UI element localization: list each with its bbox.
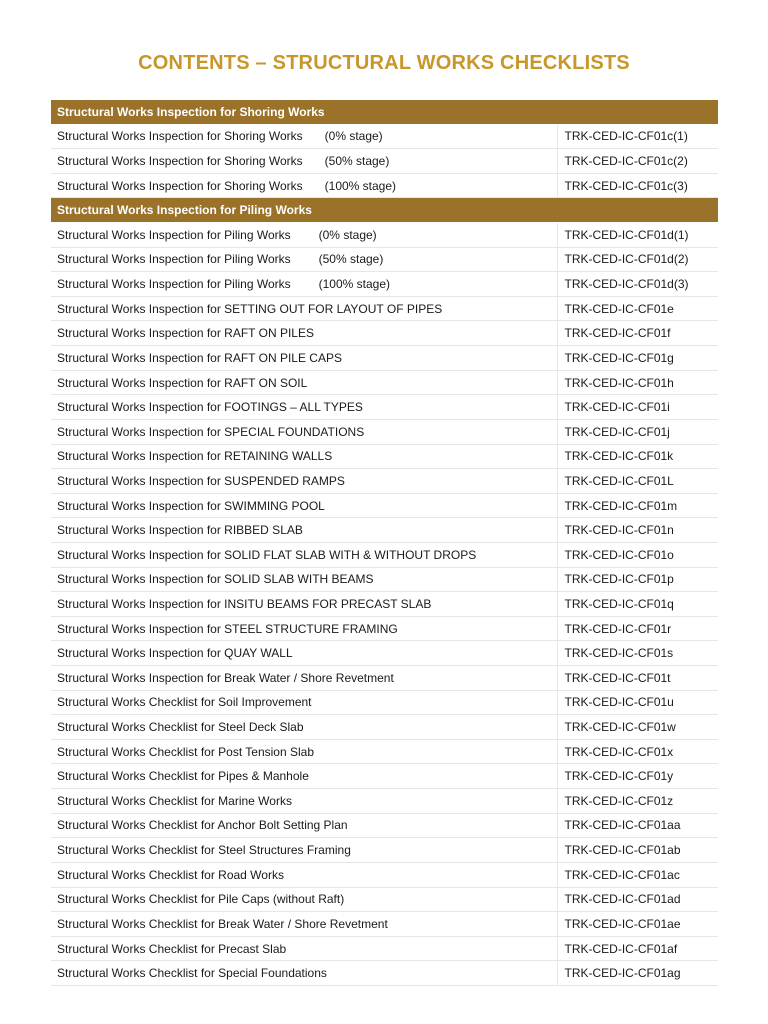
checklist-description: Structural Works Inspection for RIBBED SLAB (57, 523, 303, 538)
checklist-description-cell (51, 296, 557, 321)
checklist-description: Structural Works Inspection for RAFT ON PILES (57, 326, 314, 341)
checklist-description-cell (51, 739, 557, 764)
checklist-description-cell (51, 149, 557, 174)
checklist-description: Structural Works Checklist for Steel Deck Slab (57, 720, 304, 735)
checklist-description: Structural Works Inspection for SETTING OUT FOR LAYOUT OF PIPES (57, 301, 443, 316)
checklist-description: Structural Works Inspection for SOLID SLAB WITH BEAMS (57, 572, 374, 587)
checklist-code: TRK-CED-IC-CF01m (557, 493, 718, 518)
checklist-description: Structural Works Inspection for FOOTINGS – ALL TYPES (57, 400, 363, 415)
checklist-description-cell (51, 715, 557, 740)
section-header-row (51, 198, 718, 223)
checklist-description-cell (51, 666, 557, 691)
checklist-stage: (50% stage) (324, 154, 390, 169)
checklist-code: TRK-CED-IC-CF01f (557, 321, 718, 346)
checklist-description: Structural Works Inspection for Break Water / Shore Revetment (57, 670, 394, 685)
checklist-stage: (0% stage) (324, 129, 383, 144)
contents-table-body (51, 100, 718, 985)
checklist-row (51, 419, 718, 444)
checklist-row (51, 493, 718, 518)
checklist-code: TRK-CED-IC-CF01d(3) (557, 272, 718, 297)
checklist-description-cell (51, 936, 557, 961)
checklist-description: Structural Works Inspection for Shoring Works (57, 154, 303, 169)
checklist-description-cell (51, 862, 557, 887)
checklist-row (51, 813, 718, 838)
checklist-code: TRK-CED-IC-CF01q (557, 592, 718, 617)
checklist-row (51, 469, 718, 494)
checklist-code: TRK-CED-IC-CF01w (557, 715, 718, 740)
checklist-code: TRK-CED-IC-CF01t (557, 666, 718, 691)
checklist-stage: (0% stage) (318, 227, 377, 242)
section-heading: Structural Works Inspection for Piling Works (51, 198, 557, 223)
checklist-description-cell (51, 469, 557, 494)
checklist-row (51, 838, 718, 863)
checklist-code: TRK-CED-IC-CF01c(3) (557, 173, 718, 198)
checklist-row (51, 296, 718, 321)
checklist-description: Structural Works Checklist for Post Tension Slab (57, 744, 314, 759)
checklist-row (51, 592, 718, 617)
checklist-row (51, 370, 718, 395)
checklist-description: Structural Works Inspection for STEEL STRUCTURE FRAMING (57, 621, 398, 636)
checklist-description: Structural Works Inspection for QUAY WALL (57, 646, 293, 661)
checklist-description-cell (51, 592, 557, 617)
checklist-description: Structural Works Inspection for SUSPENDED RAMPS (57, 473, 345, 488)
checklist-code: TRK-CED-IC-CF01ad (557, 887, 718, 912)
checklist-description-cell (51, 321, 557, 346)
section-header-row (51, 100, 718, 124)
checklist-code: TRK-CED-IC-CF01s (557, 641, 718, 666)
checklist-description: Structural Works Checklist for Special Foundations (57, 966, 327, 981)
checklist-description-cell (51, 789, 557, 814)
checklist-description: Structural Works Checklist for Anchor Bolt Setting Plan (57, 818, 348, 833)
checklist-row (51, 789, 718, 814)
checklist-description-cell (51, 542, 557, 567)
checklist-row (51, 764, 718, 789)
checklist-description-cell (51, 419, 557, 444)
checklist-code: TRK-CED-IC-CF01d(1) (557, 223, 718, 248)
checklist-code: TRK-CED-IC-CF01y (557, 764, 718, 789)
checklist-description-cell (51, 764, 557, 789)
checklist-description: Structural Works Inspection for Piling Works (57, 227, 291, 242)
page-title: CONTENTS – STRUCTURAL WORKS CHECKLISTS (138, 52, 630, 74)
checklist-code: TRK-CED-IC-CF01h (557, 370, 718, 395)
checklist-code: TRK-CED-IC-CF01af (557, 936, 718, 961)
checklist-description-cell (51, 518, 557, 543)
checklist-description-cell (51, 641, 557, 666)
checklist-description: Structural Works Inspection for SWIMMING POOL (57, 498, 325, 513)
checklist-row (51, 862, 718, 887)
checklist-description: Structural Works Checklist for Soil Improvement (57, 695, 312, 710)
checklist-row (51, 912, 718, 937)
checklist-description-cell (51, 124, 557, 149)
checklist-description-cell (51, 813, 557, 838)
checklist-description-cell (51, 223, 557, 248)
section-heading: Structural Works Inspection for Shoring Works (51, 100, 557, 124)
checklist-row (51, 690, 718, 715)
checklist-row (51, 444, 718, 469)
checklist-description: Structural Works Checklist for Pile Caps (without Raft) (57, 892, 345, 907)
checklist-code: TRK-CED-IC-CF01p (557, 567, 718, 592)
checklist-row (51, 272, 718, 297)
checklist-code: TRK-CED-IC-CF01j (557, 419, 718, 444)
section-heading-empty (557, 198, 718, 223)
checklist-description: Structural Works Inspection for Shoring Works (57, 129, 303, 144)
checklist-row (51, 346, 718, 371)
checklist-description-cell (51, 838, 557, 863)
checklist-stage: (50% stage) (318, 252, 384, 267)
checklist-description: Structural Works Inspection for Piling Works (57, 252, 291, 267)
checklist-stage: (100% stage) (324, 178, 397, 193)
checklist-code: TRK-CED-IC-CF01c(1) (557, 124, 718, 149)
checklist-row (51, 321, 718, 346)
checklist-description: Structural Works Inspection for INSITU BEAMS FOR PRECAST SLAB (57, 596, 432, 611)
checklist-description-cell (51, 346, 557, 371)
checklist-description-cell (51, 690, 557, 715)
checklist-code: TRK-CED-IC-CF01ac (557, 862, 718, 887)
checklist-row (51, 641, 718, 666)
checklist-description: Structural Works Checklist for Road Works (57, 867, 284, 882)
checklist-row (51, 715, 718, 740)
checklist-description-cell (51, 567, 557, 592)
checklist-code: TRK-CED-IC-CF01i (557, 395, 718, 420)
checklist-description-cell (51, 912, 557, 937)
checklist-description-cell (51, 616, 557, 641)
checklist-code: TRK-CED-IC-CF01r (557, 616, 718, 641)
checklist-description: Structural Works Inspection for RETAINING WALLS (57, 449, 333, 464)
checklist-description: Structural Works Checklist for Break Water / Shore Revetment (57, 916, 388, 931)
checklist-row (51, 247, 718, 272)
checklist-code: TRK-CED-IC-CF01aa (557, 813, 718, 838)
checklist-code: TRK-CED-IC-CF01L (557, 469, 718, 494)
checklist-row (51, 223, 718, 248)
checklist-row (51, 518, 718, 543)
checklist-description: Structural Works Inspection for Piling Works (57, 277, 291, 292)
checklist-code: TRK-CED-IC-CF01o (557, 542, 718, 567)
checklist-description-cell (51, 444, 557, 469)
checklist-code: TRK-CED-IC-CF01ab (557, 838, 718, 863)
checklist-row (51, 542, 718, 567)
checklist-description-cell (51, 395, 557, 420)
checklist-description: Structural Works Inspection for RAFT ON PILE CAPS (57, 350, 342, 365)
checklist-code: TRK-CED-IC-CF01k (557, 444, 718, 469)
checklist-stage: (100% stage) (318, 277, 391, 292)
checklist-code: TRK-CED-IC-CF01ae (557, 912, 718, 937)
checklist-row (51, 666, 718, 691)
checklist-description: Structural Works Inspection for SPECIAL FOUNDATIONS (57, 424, 365, 439)
checklist-row (51, 124, 718, 149)
checklist-code: TRK-CED-IC-CF01e (557, 296, 718, 321)
contents-table (51, 100, 718, 986)
checklist-description: Structural Works Inspection for SOLID FLAT SLAB WITH & WITHOUT DROPS (57, 547, 477, 562)
checklist-description: Structural Works Inspection for RAFT ON SOIL (57, 375, 308, 390)
checklist-description: Structural Works Inspection for Shoring Works (57, 178, 303, 193)
checklist-row (51, 739, 718, 764)
checklist-row (51, 173, 718, 198)
checklist-description-cell (51, 173, 557, 198)
checklist-code: TRK-CED-IC-CF01ag (557, 961, 718, 986)
checklist-row (51, 887, 718, 912)
checklist-code: TRK-CED-IC-CF01x (557, 739, 718, 764)
checklist-description: Structural Works Checklist for Marine Works (57, 793, 292, 808)
checklist-row (51, 961, 718, 986)
checklist-description-cell (51, 247, 557, 272)
checklist-code: TRK-CED-IC-CF01z (557, 789, 718, 814)
checklist-code: TRK-CED-IC-CF01n (557, 518, 718, 543)
checklist-description-cell (51, 493, 557, 518)
section-heading-empty (557, 100, 718, 124)
checklist-row (51, 936, 718, 961)
checklist-code: TRK-CED-IC-CF01c(2) (557, 149, 718, 174)
checklist-description: Structural Works Checklist for Precast Slab (57, 941, 287, 956)
checklist-description-cell (51, 961, 557, 986)
checklist-row (51, 616, 718, 641)
checklist-description-cell (51, 887, 557, 912)
checklist-row (51, 395, 718, 420)
checklist-description-cell (51, 272, 557, 297)
checklist-description: Structural Works Checklist for Pipes & Manhole (57, 769, 309, 784)
checklist-description: Structural Works Checklist for Steel Structures Framing (57, 843, 351, 858)
checklist-code: TRK-CED-IC-CF01d(2) (557, 247, 718, 272)
checklist-row (51, 149, 718, 174)
checklist-code: TRK-CED-IC-CF01g (557, 346, 718, 371)
checklist-code: TRK-CED-IC-CF01u (557, 690, 718, 715)
checklist-description-cell (51, 370, 557, 395)
checklist-row (51, 567, 718, 592)
